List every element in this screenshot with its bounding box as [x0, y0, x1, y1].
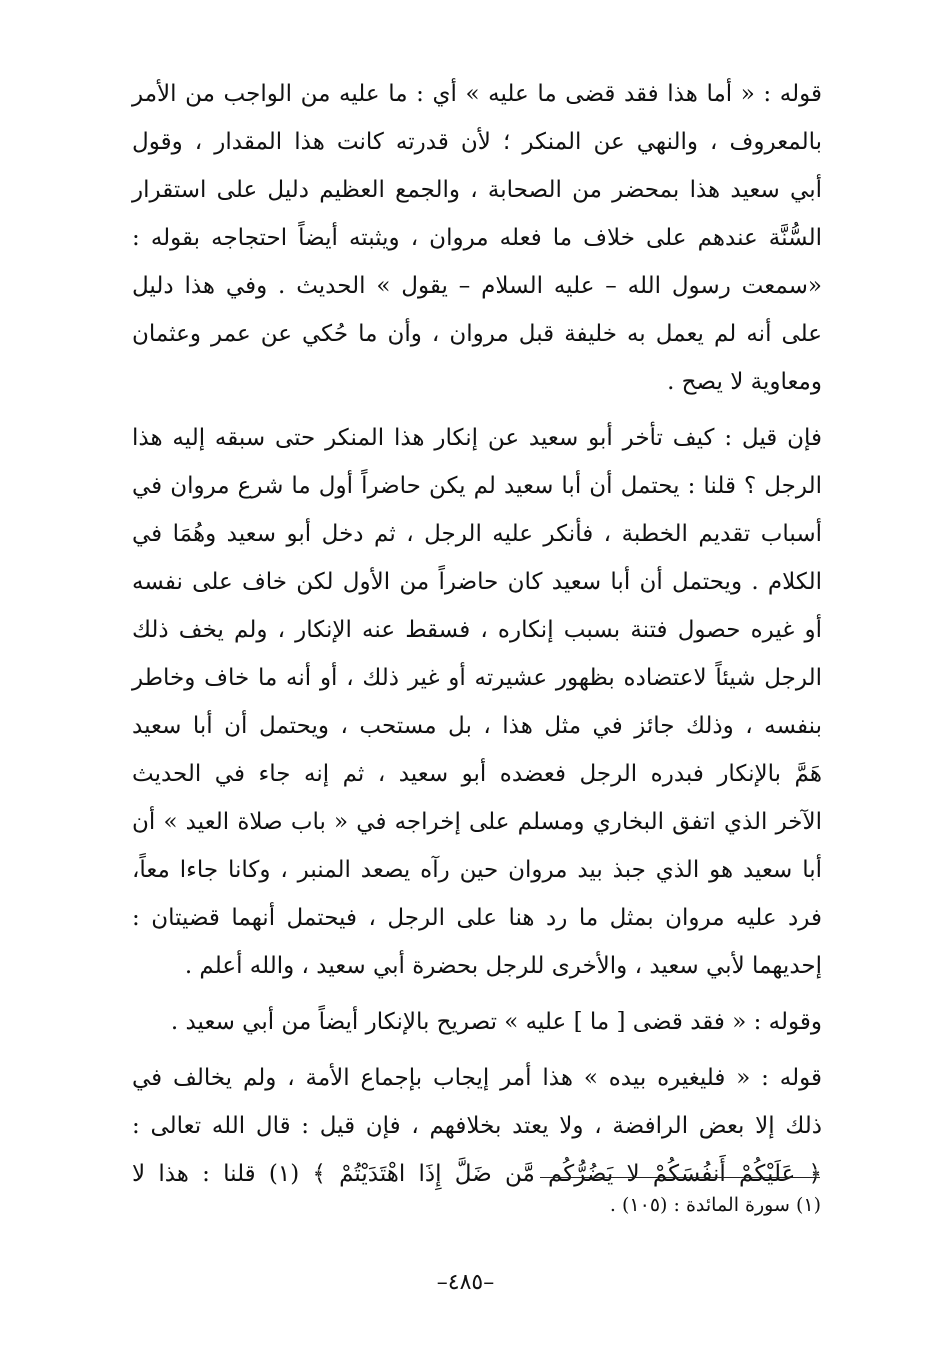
text-line: الرجل ؟ قلنا : يحتمل أن أبا سعيد لم يكن حاضراً أول ما شرع مروان في: [132, 473, 822, 499]
text-line: الآخر الذي اتفق البخاري ومسلم على إخراجه في « باب صلاة العيد » أن: [132, 809, 822, 835]
text-line: بنفسه ، وذلك جائز في مثل هذا ، بل مستحب ، ويحتمل أن أبا سعيد: [132, 713, 822, 739]
paragraph-2: [132, 414, 822, 990]
text-line: قوله : « أما هذا فقد قضى ما عليه » أي : ما عليه من الواجب من الأمر: [132, 81, 822, 107]
paragraph-1: [132, 70, 822, 406]
text-line: هَمَّ بالإنكار فبدره الرجل فعضده أبو سعيد ، ثم إنه جاء في الحديث: [132, 761, 822, 787]
text-line: أو غيره حصول فتنة بسبب إنكاره ، فسقط عنه الإنكار ، ولم يخف ذلك: [132, 617, 822, 643]
text-line: أبا سعيد هو الذي جبذ بيد مروان حين رآه يصعد المنبر ، وكانا جاءا معاً،: [132, 857, 822, 883]
footnote-divider: [540, 1177, 820, 1178]
text-line: السُّنَّة عندهم على خلاف ما فعله مروان ، ويثبته أيضاً احتجاجه بقوله :: [132, 225, 822, 251]
page-body: [132, 70, 822, 1198]
text-line: وقوله : « فقد قضى [ ما ] عليه » تصريح بالإنكار أيضاً من أبي سعيد .: [170, 1009, 822, 1035]
text-line: ومعاوية لا يصح .: [667, 369, 822, 395]
footnote: (١) سورة المائدة : (١٠٥) .: [609, 1194, 821, 1216]
text-line: «سمعت رسول الله – عليه السلام – يقول » الحديث . وفي هذا دليل: [132, 273, 822, 299]
text-line: ﴿ عَلَيْكُمْ أَنفُسَكُمْ لا يَضُرُّكُم مَّن ضَلَّ إِذَا اهْتَدَيْتُمْ ﴾ (١) قلنا : هذا لا: [132, 1161, 822, 1187]
text-line: أبي سعيد هذا بمحضر من الصحابة ، والجمع العظيم دليل على استقرار: [132, 177, 822, 203]
paragraph-gap: [132, 1046, 822, 1054]
text-line: الكلام . ويحتمل أن أبا سعيد كان حاضراً من الأول لكن خاف على نفسه: [132, 569, 822, 595]
paragraph-3: [132, 998, 822, 1046]
paragraph-gap: [132, 406, 822, 414]
text-line: بالمعروف ، والنهي عن المنكر ؛ لأن قدرته كانت هذا المقدار ، وقول: [132, 129, 822, 155]
paragraph-gap: [132, 990, 822, 998]
text-line: فإن قيل : كيف تأخر أبو سعيد عن إنكار هذا المنكر حتى سبقه إليه هذا: [132, 425, 822, 451]
text-line: ذلك إلا بعض الرافضة ، ولا يعتد بخلافهم ، فإن قيل : قال الله تعالى :: [132, 1113, 822, 1139]
text-line: فرد عليه مروان بمثل ما رد هنا على الرجل ، فيحتمل أنهما قضيتان :: [132, 905, 822, 931]
text-line: على أنه لم يعمل به خليفة قبل مروان ، وأن ما حُكي عن عمر وعثمان: [132, 321, 822, 347]
page-number: –٤٨٥–: [436, 1270, 495, 1295]
text-line: قوله : « فليغيره بيده » هذا أمر إيجاب بإجماع الأمة ، ولم يخالف في: [132, 1065, 822, 1091]
text-line: أسباب تقديم الخطبة ، فأنكر عليه الرجل ، ثم دخل أبو سعيد وهُمَا في: [132, 521, 822, 547]
text-line: الرجل شيئاً لاعتضاده بظهور عشيرته أو غير ذلك ، أو أنه ما خاف وخاطر: [132, 665, 822, 691]
text-line: إحديهما لأبي سعيد ، والأخرى للرجل بحضرة أبي سعيد ، والله أعلم .: [184, 953, 822, 979]
